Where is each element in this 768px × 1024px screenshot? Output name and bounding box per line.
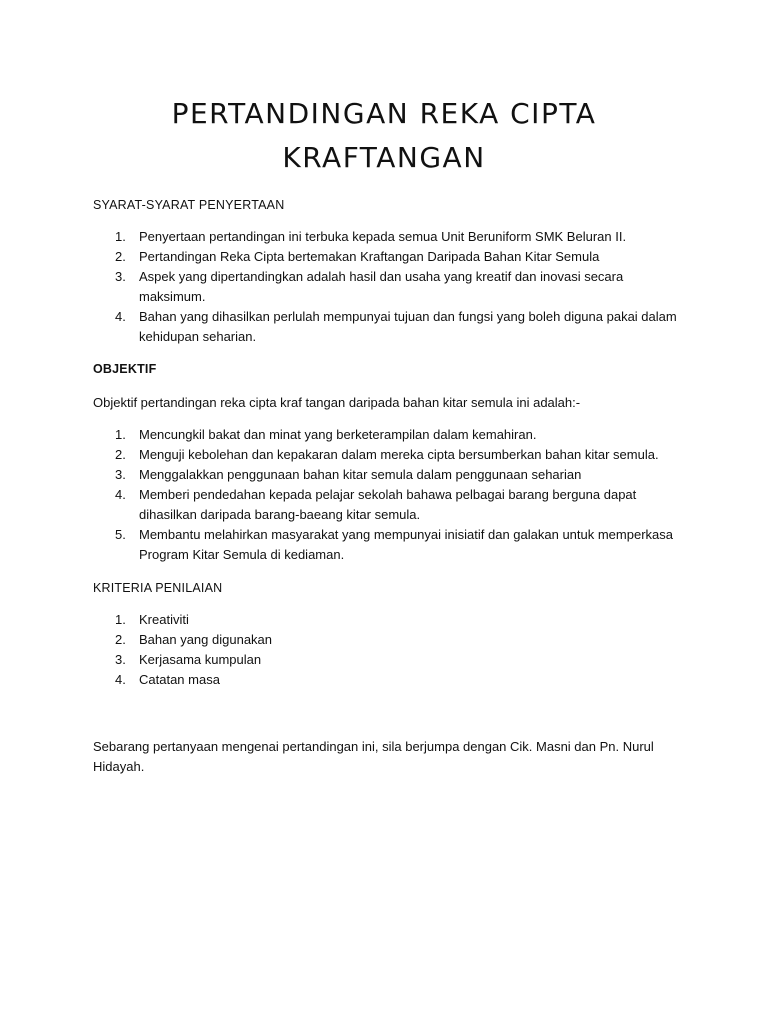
list-number: 1. xyxy=(115,612,126,627)
list-item-text: Mencungkil bakat dan minat yang berketerampilan dalam kemahiran. xyxy=(139,427,537,442)
list-number: 3. xyxy=(115,269,126,284)
list-number: 2. xyxy=(115,632,126,647)
list-item xyxy=(93,267,693,307)
list-number: 1. xyxy=(115,427,126,442)
list-item-text: Menguji kebolehan dan kepakaran dalam mereka cipta bersumberkan bahan kitar semula. xyxy=(139,447,659,462)
list-number: 2. xyxy=(115,447,126,462)
list-number: 5. xyxy=(115,527,126,542)
syarat-heading: SYARAT-SYARAT PENYERTAAN xyxy=(93,198,285,212)
list-item xyxy=(93,670,693,690)
objektif-heading: OBJEKTIF xyxy=(93,362,157,376)
list-number: 4. xyxy=(115,487,126,502)
list-item-text: Kreativiti xyxy=(139,612,189,627)
list-number: 4. xyxy=(115,672,126,687)
document-title-line-2: KRAFTANGAN xyxy=(282,141,486,174)
list-item xyxy=(93,525,693,565)
list-item-text: Memberi pendedahan kepada pelajar sekolah bahawa pelbagai barang berguna dapat dihasilkan daripada barang-baeang kitar semula. xyxy=(139,487,637,522)
list-item-text: Pertandingan Reka Cipta bertemakan Kraftangan Daripada Bahan Kitar Semula xyxy=(139,249,600,264)
list-item xyxy=(93,485,693,525)
list-number: 4. xyxy=(115,309,126,324)
objektif-intro: Objektif pertandingan reka cipta kraf tangan daripada bahan kitar semula ini adalah:- xyxy=(93,395,581,410)
list-item xyxy=(93,445,693,465)
list-number: 1. xyxy=(115,229,126,244)
list-number: 3. xyxy=(115,652,126,667)
list-item xyxy=(93,425,693,445)
list-number: 2. xyxy=(115,249,126,264)
objektif-list xyxy=(93,425,693,565)
list-item xyxy=(93,650,693,670)
list-item xyxy=(93,630,693,650)
document-title-line-1: PERTANDINGAN REKA CIPTA xyxy=(171,97,597,130)
list-item-text: Kerjasama kumpulan xyxy=(139,652,262,667)
list-item-text: Menggalakkan penggunaan bahan kitar semula dalam penggunaan seharian xyxy=(139,467,582,482)
list-item-text: Catatan masa xyxy=(139,672,220,687)
list-item-text: Bahan yang dihasilkan perlulah mempunyai tujuan dan fungsi yang boleh diguna pakai dalam kehidupan seharian. xyxy=(139,309,677,344)
list-item xyxy=(93,307,693,347)
footer-note: Sebarang pertanyaan mengenai pertandingan ini, sila berjumpa dengan Cik. Masni dan Pn. Nurul Hidayah. xyxy=(93,739,654,774)
list-item-text: Membantu melahirkan masyarakat yang mempunyai inisiatif dan galakan untuk memperkasa Program Kitar Semula di kediaman. xyxy=(139,527,673,562)
kriteria-list xyxy=(93,610,693,690)
list-item-text: Bahan yang digunakan xyxy=(139,632,273,647)
list-item xyxy=(93,465,693,485)
list-item xyxy=(93,247,693,267)
list-item-text: Aspek yang dipertandingkan adalah hasil dan usaha yang kreatif dan inovasi secara maksimum. xyxy=(139,269,624,304)
syarat-list xyxy=(93,227,693,347)
list-number: 3. xyxy=(115,467,126,482)
list-item xyxy=(93,227,693,247)
list-item xyxy=(93,610,693,630)
kriteria-heading: KRITERIA PENILAIAN xyxy=(93,581,223,595)
list-item-text: Penyertaan pertandingan ini terbuka kepada semua Unit Beruniform SMK Beluran II. xyxy=(139,229,627,244)
